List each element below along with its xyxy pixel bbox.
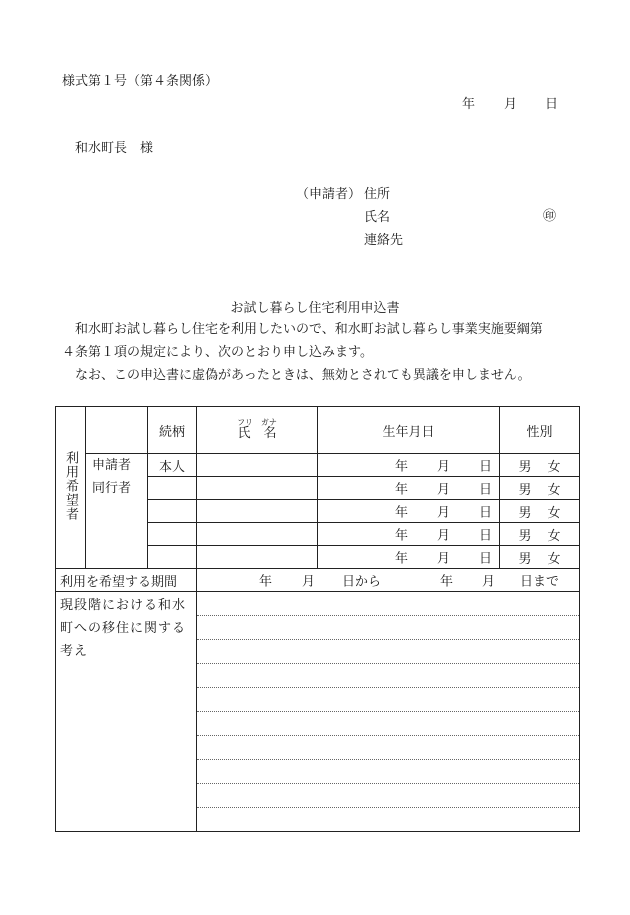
birth-month: 月 [437,459,451,475]
sex-female[interactable]: 女 [547,528,561,544]
ruled-line [197,760,579,784]
role-applicant: 申請者 [92,458,132,473]
ruled-line [197,736,579,760]
sex-female[interactable]: 女 [547,505,561,521]
birth-year: 年 [395,459,409,475]
birth-day: 日 [479,482,493,498]
period-from-month: 月 [302,574,316,590]
birth-year: 年 [395,505,409,521]
name-cell[interactable] [197,500,318,523]
applicant-role: （申請者） [296,187,362,202]
applicant-name-label: 氏名 [364,210,391,225]
header-birthdate: 生年月日 [318,407,500,454]
birth-month: 月 [437,551,451,567]
header-empty-cell [86,407,148,454]
relation-cell[interactable]: 本人 [148,454,197,477]
opinion-row [56,592,580,832]
ruled-line [197,688,579,712]
role-companion: 同行者 [92,481,132,496]
relation-cell[interactable] [148,477,197,500]
seal-mark: ㊞ [543,209,557,224]
birthdate-cell[interactable] [318,546,500,569]
ruled-line [197,712,579,736]
ruled-line [197,640,579,664]
sex-cell[interactable] [500,500,580,523]
birthdate-cell[interactable] [318,500,500,523]
relation-cell[interactable] [148,500,197,523]
birth-year: 年 [395,551,409,567]
sex-cell[interactable] [500,546,580,569]
birth-month: 月 [437,482,451,498]
relation-cell[interactable] [148,523,197,546]
sex-female[interactable]: 女 [547,482,561,498]
name-cell[interactable] [197,454,318,477]
birth-day: 日 [479,505,493,521]
sex-female[interactable]: 女 [547,459,561,475]
header-name-text: 氏 名 [237,426,277,441]
sex-female[interactable]: 女 [547,551,561,567]
sex-male[interactable]: 男 [518,482,532,498]
application-table [55,406,580,832]
opinion-label: 現段階における和水町への移住に関する考え [56,592,197,832]
header-sex: 性別 [500,407,580,454]
group-label-cell [56,407,86,569]
document-title: お試し暮らし住宅利用申込書 [230,301,400,316]
table-header-row [56,407,580,454]
birthdate-cell[interactable] [318,477,500,500]
period-to-day: 日まで [520,574,560,590]
birth-year: 年 [395,482,409,498]
name-cell[interactable] [197,523,318,546]
table-row [56,454,580,477]
addressee: 和水町長 様 [75,141,154,156]
form-label: 様式第１号（第４条関係） [62,74,219,89]
role-cell [86,454,148,569]
ruled-line [197,616,579,640]
ruled-line [197,664,579,688]
date-year: 年 [462,97,476,112]
birthdate-cell[interactable] [318,523,500,546]
birth-day: 日 [479,551,493,567]
date-day: 日 [545,97,559,112]
period-from-day: 日から [342,574,382,590]
period-label: 利用を希望する期間 [56,569,197,592]
birth-day: 日 [479,459,493,475]
body-line-1: 和水町お試し暮らし住宅を利用したいので、和水町お試し暮らし事業実施要綱第 [75,322,543,337]
sex-male[interactable]: 男 [518,528,532,544]
sex-cell[interactable] [500,477,580,500]
ruled-line [197,592,579,616]
applicant-contact-label: 連絡先 [364,233,404,248]
birth-month: 月 [437,528,451,544]
birthdate-cell[interactable] [318,454,500,477]
period-from-year: 年 [259,574,273,590]
applicant-address-label: 住所 [364,187,391,202]
body-text [62,318,582,387]
furigana: フリ ガナ [237,418,277,427]
name-cell[interactable] [197,546,318,569]
period-row [56,569,580,592]
group-label: 利用希望者 [63,450,78,521]
sex-male[interactable]: 男 [518,459,532,475]
date-month: 月 [504,97,518,112]
sex-cell[interactable] [500,523,580,546]
birth-day: 日 [479,528,493,544]
ruled-line [197,808,579,831]
sex-male[interactable]: 男 [518,551,532,567]
sex-male[interactable]: 男 [518,505,532,521]
header-relation: 続柄 [148,407,197,454]
ruled-line [197,784,579,808]
opinion-input-area[interactable] [197,592,580,832]
header-name [197,407,318,454]
sex-cell[interactable] [500,454,580,477]
birth-month: 月 [437,505,451,521]
birth-year: 年 [395,528,409,544]
body-line-2: ４条第１項の規定により、次のとおり申し込みます。 [62,345,373,360]
body-line-3: なお、この申込書に虚偽があったときは、無効とされても異議を申しません。 [75,368,531,383]
name-cell[interactable] [197,477,318,500]
period-to-year: 年 [440,574,454,590]
relation-cell[interactable] [148,546,197,569]
header-name-ruby [237,419,277,440]
period-cell[interactable] [197,569,580,592]
period-to-month: 月 [482,574,496,590]
